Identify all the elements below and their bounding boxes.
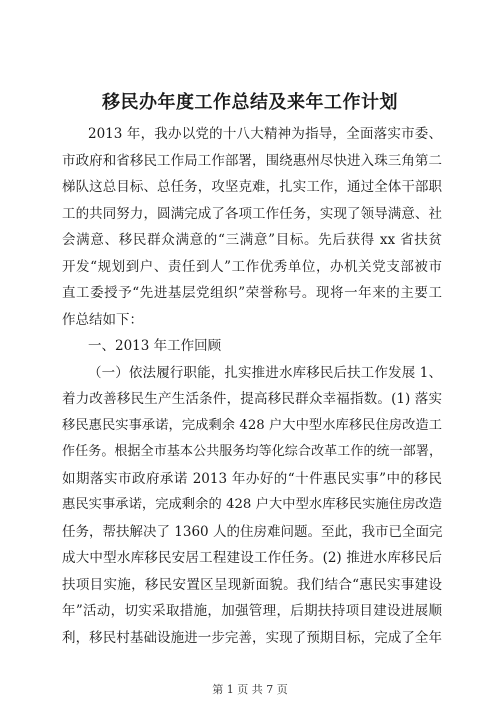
paragraph-line: 移民惠民实事承诺，完成剩余 428 户大中型水库移民住房改造工 [62,417,442,433]
paragraph-line: 任务，帮扶解决了 1360 人的住房难问题。至此，我市已全面完 [62,523,443,540]
paragraph-line: 扶项目实施，移民安置区呈现新面貌。我们结合“惠民实事建设 [62,576,442,593]
paragraph-line: 作总结如下： [62,311,143,328]
paragraph-line: 梯队这总目标、总任务，攻坚克难，扎实工作，通过全体干部职 [62,179,442,195]
paragraph-line: 年”活动，切实采取措施，加强管理，后期扶持项目建设进展顺 [62,603,442,619]
paragraph-line: 利，移民村基础设施进一步完善，实现了预期目标，完成了全年 [62,629,442,646]
paragraph-line: 开发“规划到户、责任到人”工作优秀单位，办机关党支部被市 [62,258,442,275]
page-number-footer: 第 1 页 共 7 页 [212,683,288,696]
paragraph-line: 直工委授予“先进基层党组织”荣誉称号。现将一年来的主要工 [62,285,442,301]
paragraph-line: 市政府和省移民工作局工作部署，围绕惠州尽快进入珠三角第二 [62,152,442,169]
paragraph-line: 2013 年，我办以党的十八大精神为指导，全面落实市委、 [88,126,442,142]
paragraph-line: 工的共同努力，圆满完成了各项工作任务，实现了领导满意、社 [62,205,442,222]
paragraph-line: 惠民实事承诺，完成剩余的 428 户大中型水库移民实施住房改造 [62,497,442,512]
paragraph-line: 如期落实市政府承诺 2013 年办好的“十件惠民实事”中的移民 [62,470,442,487]
paragraph-line: 着力改善移民生产生活条件，提高移民群众幸福指数。(1) 落实 [62,391,442,407]
section-heading: 一、2013 年工作回顾 [88,338,222,354]
paragraph-line: 作任务。根据全市基本公共服务均等化综合改革工作的统一部署， [62,444,442,459]
paragraph-line: 成大中型水库移民安居工程建设工作任务。(2) 推进水库移民后 [62,550,442,566]
paragraph-line: 会满意、移民群众满意的“三满意”目标。先后获得 xx 省扶贫 [62,232,442,248]
document-body [62,121,442,651]
paragraph-line: （一）依法履行职能，扎实推进水库移民后扶工作发展 1、 [88,364,442,381]
document-title: 移民办年度工作总结及来年工作计划 [102,92,398,113]
